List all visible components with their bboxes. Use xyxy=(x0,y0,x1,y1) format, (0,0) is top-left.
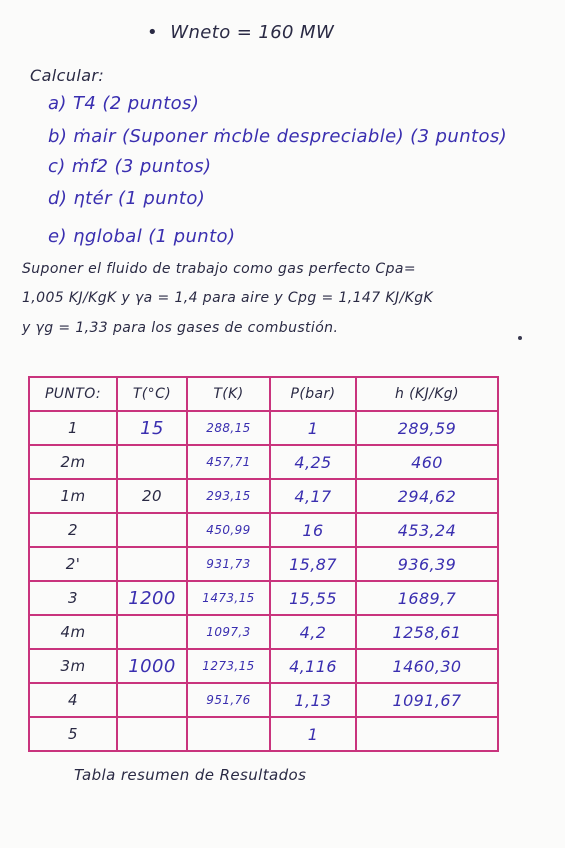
table-row xyxy=(29,615,498,649)
table-row xyxy=(29,479,498,513)
table-row xyxy=(29,683,498,717)
cell-t-kelvin: 457,71 xyxy=(187,445,270,479)
header-pressure: P(bar) xyxy=(270,377,356,411)
task-item-b xyxy=(48,126,507,147)
header-punto: PUNTO: xyxy=(29,377,117,411)
task-text: ṁair (Suponer ṁcble despreciable) (3 puntos) xyxy=(73,126,508,147)
table-caption: Tabla resumen de Resultados xyxy=(74,766,307,784)
cell-enthalpy: 1689,7 xyxy=(356,581,498,615)
task-letter: a) xyxy=(48,93,67,114)
cell-pressure: 4,116 xyxy=(270,649,356,683)
cell-t-kelvin: 1097,3 xyxy=(187,615,270,649)
cell-t-celsius: 20 xyxy=(117,479,187,513)
task-letter: c) xyxy=(48,156,66,177)
cell-enthalpy: 1258,61 xyxy=(356,615,498,649)
cell-t-celsius: 1000 xyxy=(117,649,187,683)
task-item-c xyxy=(48,156,211,177)
cell-enthalpy: 1091,67 xyxy=(356,683,498,717)
cell-enthalpy: 294,62 xyxy=(356,479,498,513)
task-item-e xyxy=(48,226,235,247)
cell-punto: 3m xyxy=(29,649,117,683)
table-row xyxy=(29,513,498,547)
cell-t-kelvin: 1473,15 xyxy=(187,581,270,615)
cell-punto: 4m xyxy=(29,615,117,649)
cell-enthalpy: 289,59 xyxy=(356,411,498,445)
cell-enthalpy: 460 xyxy=(356,445,498,479)
task-text: ṁf2 (3 puntos) xyxy=(71,156,212,177)
cell-enthalpy: 936,39 xyxy=(356,547,498,581)
cell-punto: 5 xyxy=(29,717,117,751)
bullet-mark: • xyxy=(147,22,159,43)
task-letter: e) xyxy=(48,226,67,247)
task-text: T4 (2 puntos) xyxy=(72,93,200,114)
cell-t-celsius xyxy=(117,683,187,717)
table-row xyxy=(29,649,498,683)
header-t-kelvin: T(K) xyxy=(187,377,270,411)
wneto-line xyxy=(147,22,334,43)
cell-enthalpy xyxy=(356,717,498,751)
statement-line-2: 1,005 KJ/KgK y γa = 1,4 para aire y Cpg = 1,147 KJ/KgK xyxy=(22,290,434,306)
cell-punto: 1m xyxy=(29,479,117,513)
cell-enthalpy: 1460,30 xyxy=(356,649,498,683)
cell-t-kelvin: 288,15 xyxy=(187,411,270,445)
cell-t-celsius: 15 xyxy=(117,411,187,445)
results-table xyxy=(28,376,499,752)
task-text: ηtér (1 punto) xyxy=(73,188,206,209)
table-row xyxy=(29,411,498,445)
cell-punto: 2 xyxy=(29,513,117,547)
cell-t-celsius xyxy=(117,445,187,479)
ink-dot xyxy=(518,336,522,340)
cell-punto: 2m xyxy=(29,445,117,479)
cell-pressure: 4,17 xyxy=(270,479,356,513)
table-header-row xyxy=(29,377,498,411)
cell-t-celsius: 1200 xyxy=(117,581,187,615)
cell-t-celsius xyxy=(117,615,187,649)
task-item-d xyxy=(48,188,205,209)
cell-pressure: 16 xyxy=(270,513,356,547)
calcular-title: Calcular: xyxy=(30,66,105,85)
cell-pressure: 1 xyxy=(270,717,356,751)
cell-t-celsius xyxy=(117,513,187,547)
cell-pressure: 1 xyxy=(270,411,356,445)
cell-t-kelvin: 931,73 xyxy=(187,547,270,581)
wneto-text: Wneto = 160 MW xyxy=(170,22,335,43)
cell-pressure: 4,2 xyxy=(270,615,356,649)
cell-enthalpy: 453,24 xyxy=(356,513,498,547)
table-row xyxy=(29,445,498,479)
table-row xyxy=(29,717,498,751)
cell-t-kelvin: 951,76 xyxy=(187,683,270,717)
task-item-a xyxy=(48,93,199,114)
cell-punto: 4 xyxy=(29,683,117,717)
cell-pressure: 15,87 xyxy=(270,547,356,581)
table-row xyxy=(29,581,498,615)
cell-t-kelvin xyxy=(187,717,270,751)
task-text: ηglobal (1 punto) xyxy=(73,226,236,247)
cell-punto: 2' xyxy=(29,547,117,581)
task-letter: b) xyxy=(48,126,68,147)
cell-punto: 3 xyxy=(29,581,117,615)
statement-line-3: y γg = 1,33 para los gases de combustión. xyxy=(22,320,339,336)
header-enthalpy: h (KJ/Kg) xyxy=(356,377,498,411)
statement-line-1: Suponer el fluido de trabajo como gas perfecto Cpa= xyxy=(22,261,416,277)
task-letter: d) xyxy=(48,188,68,209)
cell-pressure: 15,55 xyxy=(270,581,356,615)
cell-t-kelvin: 293,15 xyxy=(187,479,270,513)
cell-t-kelvin: 450,99 xyxy=(187,513,270,547)
cell-t-kelvin: 1273,15 xyxy=(187,649,270,683)
cell-pressure: 4,25 xyxy=(270,445,356,479)
table-row xyxy=(29,547,498,581)
cell-pressure: 1,13 xyxy=(270,683,356,717)
header-t-celsius: T(°C) xyxy=(117,377,187,411)
cell-punto: 1 xyxy=(29,411,117,445)
cell-t-celsius xyxy=(117,717,187,751)
cell-t-celsius xyxy=(117,547,187,581)
